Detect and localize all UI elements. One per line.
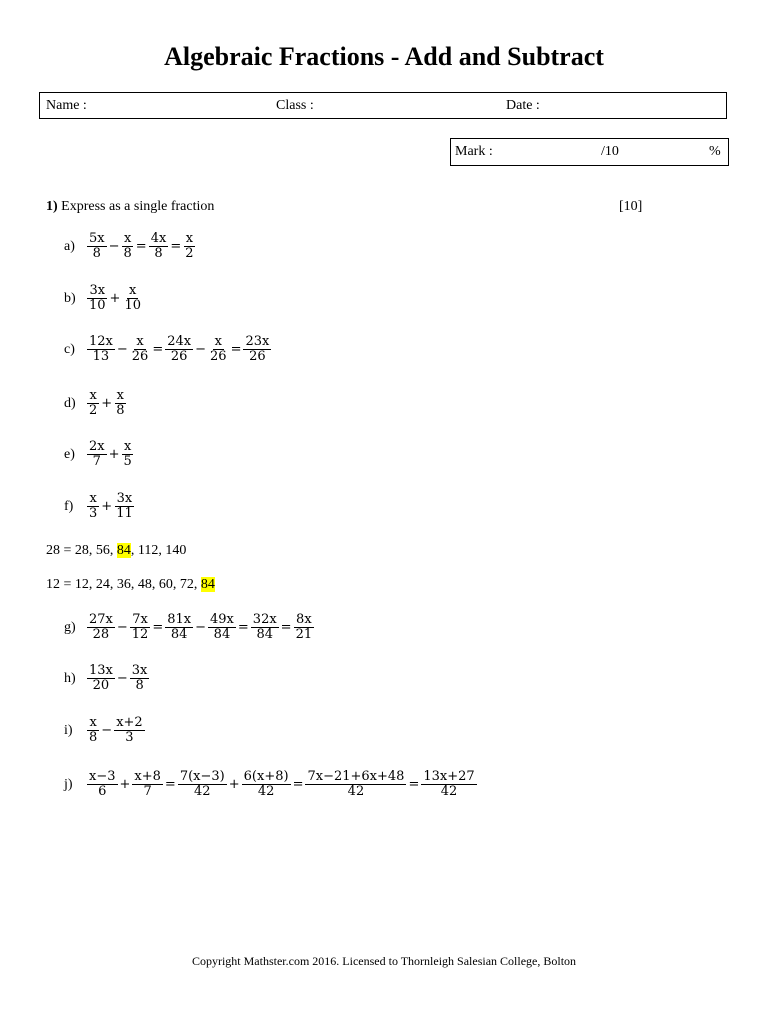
denominator: 3 xyxy=(89,506,98,522)
question-item xyxy=(64,232,197,262)
student-info-box xyxy=(39,92,727,119)
operator: = xyxy=(408,777,420,793)
fraction xyxy=(87,232,107,262)
fraction xyxy=(122,284,143,314)
numerator: x xyxy=(214,334,222,349)
numerator: 4x xyxy=(150,231,167,246)
numerator: 23x xyxy=(245,334,270,349)
item-expression xyxy=(86,716,146,746)
question-number: 1) xyxy=(46,199,58,214)
lcm-text: 28 = 28, 56, xyxy=(46,543,117,558)
fraction xyxy=(130,664,150,694)
fraction xyxy=(122,440,134,470)
fraction xyxy=(165,613,193,643)
denominator: 21 xyxy=(295,627,313,643)
operator: − xyxy=(101,723,113,739)
denominator: 7 xyxy=(143,784,152,800)
numerator: x xyxy=(185,231,194,246)
denominator: 12 xyxy=(131,627,149,643)
denominator: 8 xyxy=(92,246,101,262)
operator: − xyxy=(108,239,120,255)
numerator: 49x xyxy=(210,612,234,627)
numerator: 12x xyxy=(89,334,113,349)
item-expression xyxy=(86,389,127,419)
numerator: 7x xyxy=(132,612,148,627)
item-label: h) xyxy=(64,670,76,686)
denominator: 11 xyxy=(116,506,133,522)
fraction xyxy=(114,492,135,522)
fraction xyxy=(178,770,227,800)
question-item xyxy=(64,716,146,746)
fraction xyxy=(87,284,108,314)
operator: + xyxy=(109,291,121,307)
operator: = xyxy=(152,620,164,636)
numerator: x+8 xyxy=(134,769,161,784)
question-marks: [10] xyxy=(619,199,643,214)
operator: − xyxy=(195,342,207,358)
fraction xyxy=(87,492,99,522)
question-text: Express as a single fraction xyxy=(61,199,215,214)
question-item xyxy=(64,440,135,470)
denominator: 26 xyxy=(131,349,149,365)
numerator: x+2 xyxy=(116,715,143,730)
denominator: 8 xyxy=(89,730,98,746)
operator: = xyxy=(170,239,182,255)
operator: = xyxy=(237,620,249,636)
mark-out-of: /10 xyxy=(601,144,619,159)
numerator: 3x xyxy=(116,491,133,506)
numerator: x xyxy=(89,715,97,730)
question-item xyxy=(64,492,136,522)
question-item xyxy=(64,335,272,365)
denominator: 7 xyxy=(92,454,101,470)
operator: − xyxy=(195,620,207,636)
fraction xyxy=(114,716,145,746)
numerator: 81x xyxy=(167,612,192,627)
numerator: 24x xyxy=(167,334,192,349)
lcm-text: , 112, 140 xyxy=(130,543,187,558)
lcm-highlight: 84 xyxy=(116,543,131,558)
item-expression xyxy=(86,613,315,643)
operator: = xyxy=(292,777,304,793)
item-expression xyxy=(86,440,135,470)
numerator: x xyxy=(89,491,97,506)
numerator: 5x xyxy=(89,231,105,246)
numerator: x xyxy=(123,231,132,246)
numerator: x xyxy=(116,388,124,403)
numerator: 13x xyxy=(89,663,113,678)
fraction xyxy=(87,770,118,800)
fraction xyxy=(87,716,99,746)
lcm-text: 12 = 12, 24, 36, 48, 60, 72, xyxy=(46,577,201,592)
question-item xyxy=(64,664,150,694)
denominator: 42 xyxy=(347,784,365,800)
question-item xyxy=(64,613,315,643)
numerator: 27x xyxy=(89,612,113,627)
denominator: 3 xyxy=(125,730,134,746)
numerator: 3x xyxy=(89,283,106,298)
operator: + xyxy=(108,447,120,463)
item-label: f) xyxy=(64,498,74,514)
operator: = xyxy=(135,239,147,255)
operator: + xyxy=(119,777,131,793)
copyright-footer: Copyright Mathster.com 2016. Licensed to Thornleigh Salesian College, Bolton xyxy=(191,954,577,968)
denominator: 13 xyxy=(92,349,110,365)
numerator: 2x xyxy=(89,439,105,454)
item-expression xyxy=(86,664,150,694)
denominator: 8 xyxy=(116,403,125,419)
lcm-multiples-12 xyxy=(46,577,215,593)
fraction xyxy=(87,440,107,470)
operator: + xyxy=(101,396,113,412)
denominator: 84 xyxy=(170,627,188,643)
operator: = xyxy=(230,342,242,358)
fraction xyxy=(251,613,279,643)
denominator: 10 xyxy=(89,298,106,314)
fraction xyxy=(243,335,271,365)
operator: + xyxy=(101,499,113,515)
denominator: 84 xyxy=(213,627,231,643)
operator: − xyxy=(116,342,128,358)
fraction xyxy=(87,664,115,694)
denominator: 8 xyxy=(154,246,163,262)
fraction xyxy=(149,232,169,262)
class-label: Class : xyxy=(276,98,314,113)
date-label: Date : xyxy=(506,98,540,113)
denominator: 5 xyxy=(123,454,132,470)
numerator: x xyxy=(89,388,97,403)
numerator: 3x xyxy=(131,663,148,678)
denominator: 6 xyxy=(98,784,107,800)
fraction xyxy=(165,335,193,365)
denominator: 8 xyxy=(123,246,132,262)
fraction xyxy=(421,770,476,800)
item-expression xyxy=(86,284,144,314)
numerator: x xyxy=(136,334,144,349)
fraction xyxy=(87,335,115,365)
fraction xyxy=(208,613,236,643)
numerator: 7(x−3) xyxy=(179,769,225,784)
lcm-highlight: 84 xyxy=(200,577,215,592)
fraction xyxy=(305,770,406,800)
fraction xyxy=(87,389,99,419)
denominator: 8 xyxy=(135,678,144,694)
numerator: x xyxy=(123,439,132,454)
fraction xyxy=(130,613,151,643)
denominator: 42 xyxy=(440,784,458,800)
item-expression xyxy=(86,232,197,262)
operator: + xyxy=(228,777,240,793)
lcm-multiples-28 xyxy=(46,543,186,559)
denominator: 20 xyxy=(92,678,110,694)
denominator: 42 xyxy=(194,784,211,800)
denominator: 42 xyxy=(257,784,275,800)
operator: − xyxy=(116,620,128,636)
item-expression xyxy=(86,335,272,365)
item-label: g) xyxy=(64,619,76,635)
numerator: 8x xyxy=(296,612,312,627)
operator: = xyxy=(280,620,292,636)
fraction xyxy=(114,389,126,419)
numerator: 7x−21+6x+48 xyxy=(307,769,405,784)
item-label: b) xyxy=(64,290,76,306)
denominator: 26 xyxy=(210,349,227,365)
fraction xyxy=(294,613,315,643)
item-label: c) xyxy=(64,341,75,357)
mark-box xyxy=(450,138,729,166)
item-label: e) xyxy=(64,446,75,462)
operator: = xyxy=(164,777,176,793)
item-label: a) xyxy=(64,238,75,254)
operator: − xyxy=(116,671,128,687)
denominator: 26 xyxy=(170,349,188,365)
fraction xyxy=(122,232,134,262)
fraction xyxy=(183,232,195,262)
fraction xyxy=(208,335,229,365)
numerator: x xyxy=(129,283,137,298)
denominator: 2 xyxy=(185,246,194,262)
item-expression xyxy=(86,770,478,800)
page-title: Algebraic Fractions - Add and Subtract xyxy=(164,42,604,71)
operator: = xyxy=(152,342,164,358)
numerator: 32x xyxy=(252,612,277,627)
mark-label: Mark : xyxy=(455,144,493,159)
numerator: 13x+27 xyxy=(423,769,475,784)
item-expression xyxy=(86,492,136,522)
question-item xyxy=(64,770,478,800)
question-item xyxy=(64,284,144,314)
numerator: x−3 xyxy=(89,769,116,784)
fraction xyxy=(87,613,115,643)
fraction xyxy=(242,770,291,800)
question-heading xyxy=(46,199,214,215)
question-item xyxy=(64,389,127,419)
denominator: 2 xyxy=(89,403,98,419)
mark-percent: % xyxy=(709,144,721,159)
numerator: 6(x+8) xyxy=(243,769,289,784)
denominator: 28 xyxy=(92,627,110,643)
name-label: Name : xyxy=(46,98,87,113)
denominator: 26 xyxy=(249,349,266,365)
fraction xyxy=(130,335,151,365)
item-label: j) xyxy=(64,776,73,792)
denominator: 10 xyxy=(124,298,141,314)
denominator: 84 xyxy=(256,627,273,643)
fraction xyxy=(132,770,163,800)
item-label: i) xyxy=(64,722,73,738)
item-label: d) xyxy=(64,395,76,411)
